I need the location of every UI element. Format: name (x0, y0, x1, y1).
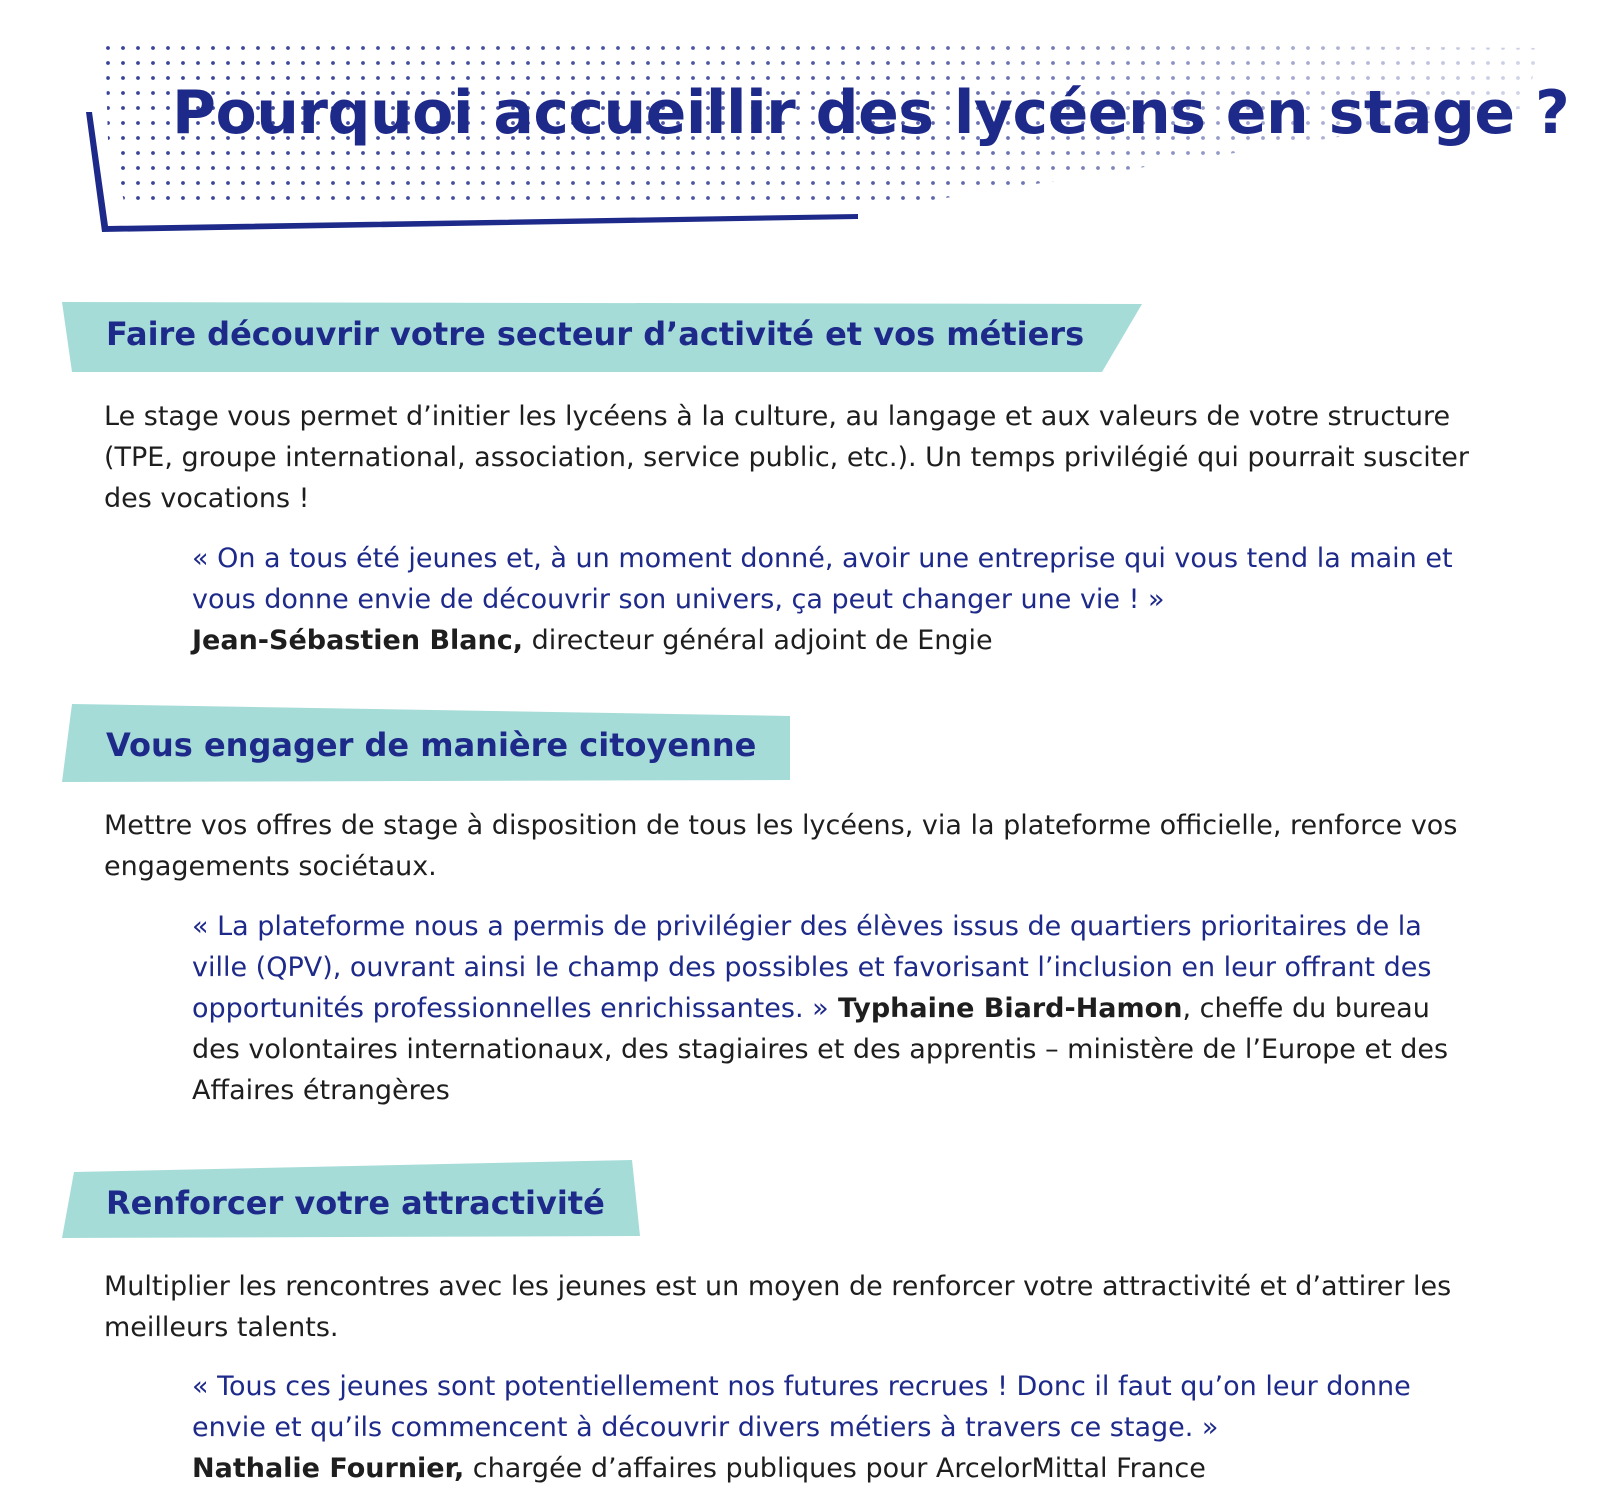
quote-author-3: Nathalie Fournier, (192, 1453, 465, 1484)
section-body-1: Le stage vous permet d’initier les lycéens à la culture, au langage et aux valeurs de votre structure (TPE, groupe international, association, service public, etc.). Un temps privilégié qui pourrait susciter des vocations ! (104, 401, 1470, 514)
testimonial-3 (192, 1366, 1482, 1489)
testimonial-1 (192, 538, 1482, 661)
quote-author-2: Typhaine Biard-Hamon (828, 993, 1183, 1024)
section-heading-3: Renforcer votre attractivité (106, 1184, 605, 1222)
quote-author-role-1: directeur général adjoint de Engie (523, 625, 993, 656)
quote-author-role-2: , cheffe du bureau des volontaires internationaux, des stagiaires et des apprentis – ministère de l’Europe et des Affaires étrangères (192, 993, 1449, 1106)
section-heading-1: Faire découvrir votre secteur d’activité et vos métiers (106, 315, 1085, 353)
section-heading-2: Vous engager de manière citoyenne (106, 726, 757, 764)
quote-author-1: Jean-Sébastien Blanc, (192, 625, 524, 656)
quote-author-role-3: chargée d’affaires publiques pour ArcelorMittal France (464, 1453, 1206, 1484)
section-body-3: Multiplier les rencontres avec les jeunes est un moyen de renforcer votre attractivité et d’attirer les meilleurs talents. (104, 1271, 1452, 1343)
quote-text-2: « La plateforme nous a permis de privilégier des élèves issus de quartiers prioritaires de la ville (QPV), ouvrant ainsi le champ des possibles et favorisant l’inclusion en leur offrant des opportunités professionnelles enrichissantes. » (192, 911, 1432, 1024)
testimonial-2 (192, 906, 1482, 1111)
page-title: Pourquoi accueillir des lycéens en stage ? (172, 78, 1570, 148)
quote-text-3: « Tous ces jeunes sont potentiellement nos futures recrues ! Donc il faut qu’on leur donne envie et qu’ils commencent à découvrir divers métiers à travers ce stage. » (192, 1371, 1411, 1443)
quote-text-1: « On a tous été jeunes et, à un moment donné, avoir une entreprise qui vous tend la main et vous donne envie de découvrir son univers, ça peut changer une vie ! » (192, 543, 1453, 615)
section-body-2: Mettre vos offres de stage à disposition de tous les lycéens, via la plateforme officielle, renforce vos engagements sociétaux. (104, 810, 1458, 882)
